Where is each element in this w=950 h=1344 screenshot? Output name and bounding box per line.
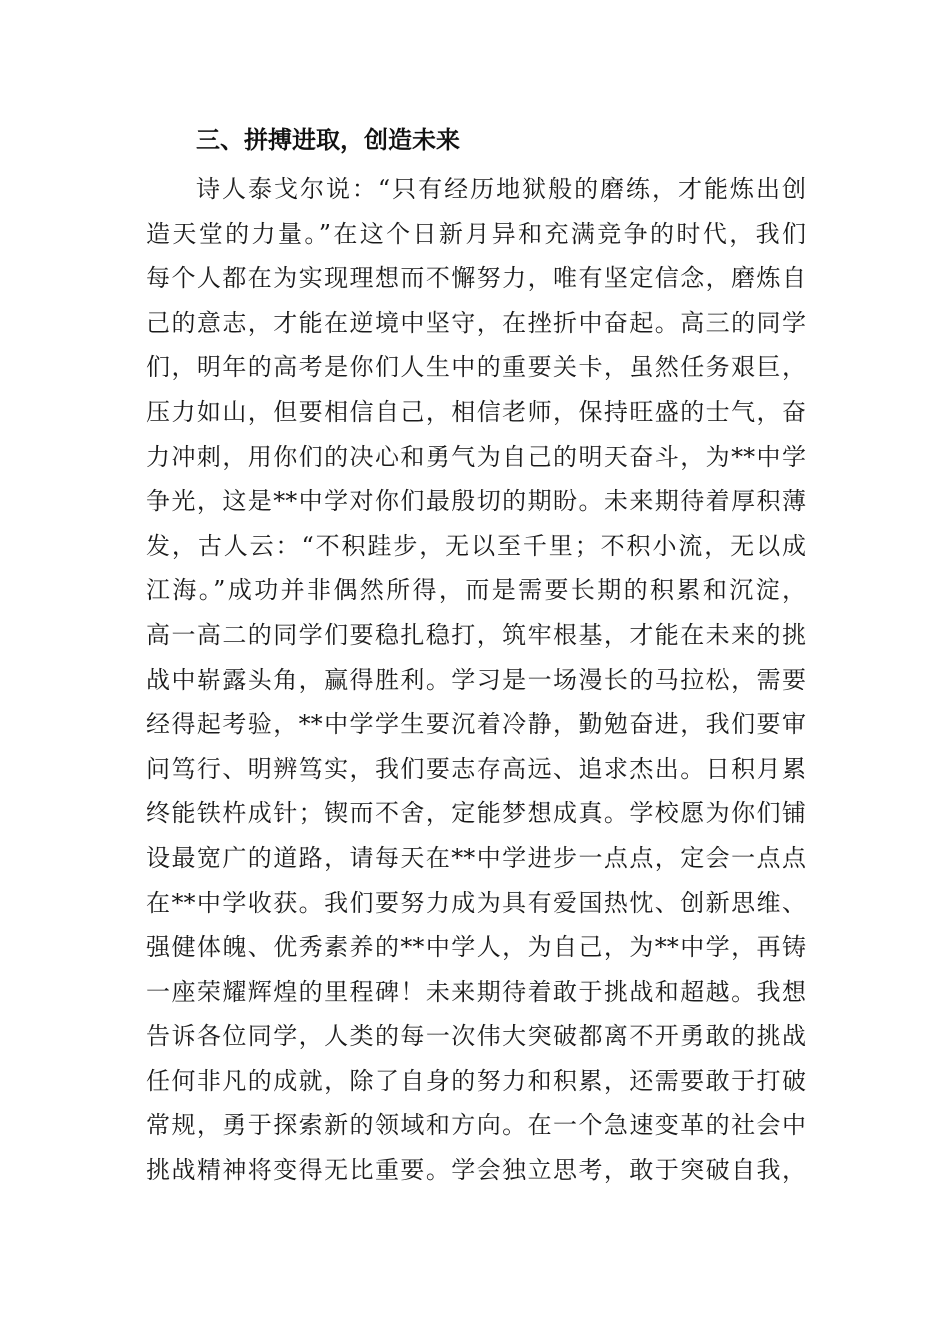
paragraph-line: 强健体魄、优秀素养的**中学人，为自己，为**中学，再铸 bbox=[146, 933, 806, 962]
paragraph-line: 经得起考验，**中学学生要沉着冷静，勤勉奋进，我们要审 bbox=[146, 710, 806, 739]
paragraph-line: 问笃行、明辨笃实，我们要志存高远、追求杰出。日积月累 bbox=[146, 754, 806, 783]
paragraph-line: 压力如山，但要相信自己，相信老师，保持旺盛的士气，奋 bbox=[146, 397, 806, 426]
paragraph-line: 在**中学收获。我们要努力成为具有爱国热忱、创新思维、 bbox=[146, 888, 806, 917]
paragraph-line: 挑战精神将变得无比重要。学会独立思考，敢于突破自我， bbox=[146, 1156, 806, 1185]
paragraph-line: 江海。”成功并非偶然所得，而是需要长期的积累和沉淀， bbox=[146, 576, 806, 605]
paragraph-line: 常规，勇于探索新的领域和方向。在一个急速变革的社会中 bbox=[146, 1111, 806, 1140]
paragraph-line: 造天堂的力量。”在这个日新月异和充满竞争的时代，我们 bbox=[146, 219, 806, 248]
paragraph-line: 己的意志，才能在逆境中坚守，在挫折中奋起。高三的同学 bbox=[146, 308, 806, 337]
paragraph-line: 任何非凡的成就，除了自身的努力和积累，还需要敢于打破 bbox=[146, 1066, 806, 1095]
paragraph-line: 发，古人云：“不积跬步，无以至千里；不积小流，无以成 bbox=[146, 531, 806, 560]
section-heading: 三、拼搏进取，创造未来 bbox=[196, 126, 460, 154]
paragraph-line: 告诉各位同学，人类的每一次伟大突破都离不开勇敢的挑战 bbox=[146, 1022, 806, 1051]
paragraph-line: 们，明年的高考是你们人生中的重要关卡，虽然任务艰巨， bbox=[146, 353, 806, 382]
paragraph-line: 争光，这是**中学对你们最殷切的期盼。未来期待着厚积薄 bbox=[146, 487, 806, 516]
paragraph-line: 设最宽广的道路，请每天在**中学进步一点点，定会一点点 bbox=[146, 843, 806, 872]
paragraph-line: 高一高二的同学们要稳扎稳打，筑牢根基，才能在未来的挑 bbox=[146, 620, 806, 649]
paragraph-line: 力冲刺，用你们的决心和勇气为自己的明天奋斗，为**中学 bbox=[146, 442, 806, 471]
paragraph-line: 一座荣耀辉煌的里程碑！未来期待着敢于挑战和超越。我想 bbox=[146, 977, 806, 1006]
body-paragraph bbox=[146, 167, 806, 1193]
paragraph-line: 战中崭露头角，赢得胜利。学习是一场漫长的马拉松，需要 bbox=[146, 665, 806, 694]
paragraph-line: 每个人都在为实现理想而不懈努力，唯有坚定信念，磨炼自 bbox=[146, 264, 806, 293]
paragraph-line: 终能铁杵成针；锲而不舍，定能梦想成真。学校愿为你们铺 bbox=[146, 799, 806, 828]
paragraph-line: 诗人泰戈尔说：“只有经历地狱般的磨练，才能炼出创 bbox=[196, 175, 806, 203]
